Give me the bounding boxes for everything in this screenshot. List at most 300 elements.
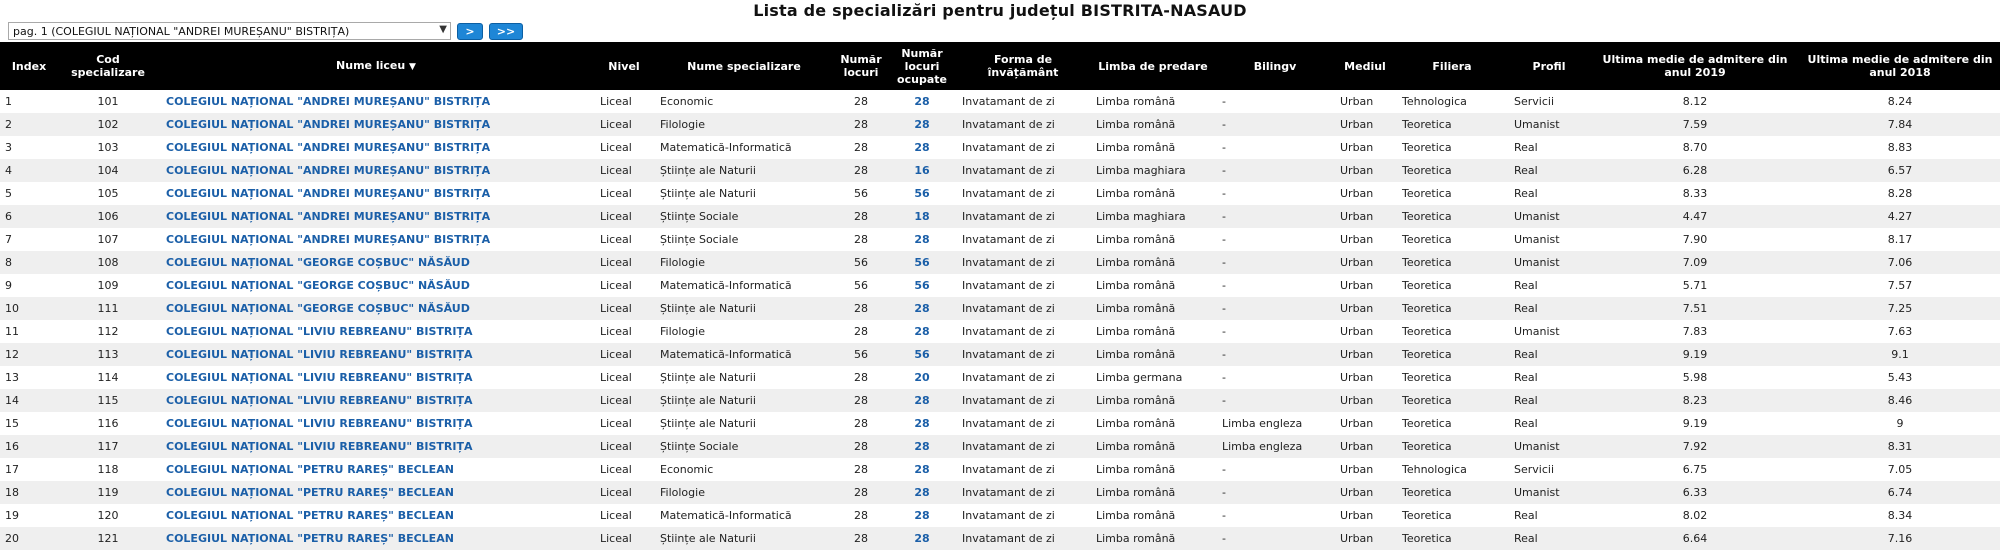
cell-specializare: Filologie xyxy=(660,325,705,338)
cell-medie-2019: 6.28 xyxy=(1682,164,1708,177)
cell-ocupate[interactable]: 28 xyxy=(914,440,930,453)
cell-filiera: Teoretica xyxy=(1402,371,1452,384)
cell-ocupate[interactable]: 28 xyxy=(914,325,930,338)
cell-medie-2018: 9.1 xyxy=(1891,348,1909,361)
cell-filiera: Teoretica xyxy=(1402,187,1452,200)
cell-mediul: Urban xyxy=(1340,509,1374,522)
cell-locuri: 28 xyxy=(854,394,868,407)
cell-index: 19 xyxy=(5,509,19,522)
cell-mediul: Urban xyxy=(1340,164,1374,177)
cell-locuri: 28 xyxy=(854,95,868,108)
cell-medie-2018: 8.46 xyxy=(1887,394,1913,407)
cell-bilingv: - xyxy=(1222,348,1226,361)
cell-index: 10 xyxy=(5,302,19,315)
table-row xyxy=(0,412,2000,435)
cell-index: 13 xyxy=(5,371,19,384)
cell-ocupate[interactable]: 28 xyxy=(914,141,930,154)
cell-cod: 119 xyxy=(97,486,119,499)
cell-index: 12 xyxy=(5,348,19,361)
cell-cod: 107 xyxy=(97,233,119,246)
cell-specializare: Științe ale Naturii xyxy=(660,302,756,315)
cell-index: 17 xyxy=(5,463,19,476)
cell-nume-liceu[interactable]: COLEGIUL NAȚIONAL "PETRU RAREȘ" BECLEAN xyxy=(166,509,454,522)
table-row xyxy=(0,251,2000,274)
cell-limba: Limba română xyxy=(1096,509,1176,522)
cell-mediul: Urban xyxy=(1340,95,1374,108)
page-select-value: pag. 1 (COLEGIUL NAȚIONAL "ANDREI MUREȘANU" BISTRIȚA) xyxy=(13,24,350,38)
cell-filiera: Teoretica xyxy=(1402,279,1452,292)
cell-forma: Invatamant de zi xyxy=(962,302,1055,315)
cell-medie-2018: 8.83 xyxy=(1887,141,1913,154)
cell-cod: 116 xyxy=(97,417,119,430)
sort-desc-icon: ▼ xyxy=(409,61,416,72)
cell-limba: Limba română xyxy=(1096,118,1176,131)
cell-medie-2019: 6.75 xyxy=(1682,463,1708,476)
cell-ocupate[interactable]: 28 xyxy=(914,486,930,499)
cell-profil: Real xyxy=(1514,141,1538,154)
cell-filiera: Teoretica xyxy=(1402,417,1452,430)
cell-medie-2018: 5.43 xyxy=(1887,371,1913,384)
cell-cod: 113 xyxy=(97,348,119,361)
cell-ocupate[interactable]: 20 xyxy=(914,371,930,384)
cell-profil: Servicii xyxy=(1514,95,1554,108)
cell-specializare: Științe ale Naturii xyxy=(660,394,756,407)
cell-cod: 112 xyxy=(97,325,119,338)
cell-index: 9 xyxy=(5,279,12,292)
cell-bilingv: - xyxy=(1222,371,1226,384)
cell-mediul: Urban xyxy=(1340,325,1374,338)
cell-cod: 108 xyxy=(97,256,119,269)
top-bar xyxy=(0,0,2000,42)
cell-filiera: Teoretica xyxy=(1402,440,1452,453)
cell-forma: Invatamant de zi xyxy=(962,532,1055,545)
cell-medie-2019: 7.09 xyxy=(1682,256,1708,269)
cell-medie-2019: 7.83 xyxy=(1682,325,1708,338)
cell-mediul: Urban xyxy=(1340,302,1374,315)
cell-medie-2019: 6.33 xyxy=(1682,486,1708,499)
cell-profil: Real xyxy=(1514,509,1538,522)
cell-nume-liceu[interactable]: COLEGIUL NAȚIONAL "LIVIU REBREANU" BISTRIȚA xyxy=(166,417,473,430)
cell-filiera: Teoretica xyxy=(1402,141,1452,154)
table-row xyxy=(0,343,2000,366)
cell-locuri: 28 xyxy=(854,486,868,499)
cell-medie-2019: 9.19 xyxy=(1682,348,1708,361)
cell-bilingv: - xyxy=(1222,118,1226,131)
cell-nume-liceu[interactable]: COLEGIUL NAȚIONAL "LIVIU REBREANU" BISTRIȚA xyxy=(166,325,473,338)
col-header-nume-liceu-label: Nume liceu xyxy=(336,58,406,72)
cell-cod: 118 xyxy=(97,463,119,476)
cell-nume-liceu[interactable]: COLEGIUL NAȚIONAL "ANDREI MUREȘANU" BISTRIȚA xyxy=(166,187,491,200)
cell-medie-2019: 8.70 xyxy=(1682,141,1708,154)
cell-bilingv: - xyxy=(1222,394,1226,407)
cell-medie-2018: 8.24 xyxy=(1887,95,1913,108)
cell-cod: 121 xyxy=(97,532,119,545)
cell-locuri: 56 xyxy=(854,279,868,292)
col-header-medie-2018[interactable]: Ultima medie de admitere din anul 2018 xyxy=(1807,53,1993,79)
table-row xyxy=(0,159,2000,182)
cell-medie-2018: 7.63 xyxy=(1887,325,1913,338)
cell-bilingv: - xyxy=(1222,187,1226,200)
table-row xyxy=(0,113,2000,136)
cell-specializare: Științe Sociale xyxy=(660,440,739,453)
cell-mediul: Urban xyxy=(1340,394,1374,407)
cell-forma: Invatamant de zi xyxy=(962,279,1055,292)
cell-medie-2018: 7.06 xyxy=(1887,256,1913,269)
cell-profil: Umanist xyxy=(1514,325,1560,338)
cell-nivel: Liceal xyxy=(600,233,632,246)
cell-medie-2018: 7.16 xyxy=(1887,532,1913,545)
cell-medie-2018: 8.31 xyxy=(1887,440,1913,453)
cell-nume-liceu[interactable]: COLEGIUL NAȚIONAL "ANDREI MUREȘANU" BISTRIȚA xyxy=(166,210,491,223)
cell-medie-2018: 7.57 xyxy=(1887,279,1913,292)
cell-index: 1 xyxy=(5,95,12,108)
cell-bilingv: Limba engleza xyxy=(1222,440,1303,453)
cell-mediul: Urban xyxy=(1340,463,1374,476)
cell-nivel: Liceal xyxy=(600,141,632,154)
cell-specializare: Matematică-Informatică xyxy=(660,509,792,522)
cell-nivel: Liceal xyxy=(600,325,632,338)
specializations-table xyxy=(0,42,2000,550)
cell-medie-2019: 5.98 xyxy=(1682,371,1708,384)
cell-locuri: 28 xyxy=(854,302,868,315)
cell-specializare: Științe Sociale xyxy=(660,210,739,223)
cell-bilingv: - xyxy=(1222,164,1226,177)
cell-nume-liceu[interactable]: COLEGIUL NAȚIONAL "LIVIU REBREANU" BISTRIȚA xyxy=(166,394,473,407)
cell-locuri: 28 xyxy=(854,532,868,545)
cell-specializare: Științe Sociale xyxy=(660,233,739,246)
cell-medie-2019: 7.90 xyxy=(1682,233,1708,246)
cell-profil: Real xyxy=(1514,417,1538,430)
cell-nume-liceu[interactable]: COLEGIUL NAȚIONAL "GEORGE COȘBUC" NĂSĂUD xyxy=(166,302,470,315)
cell-profil: Umanist xyxy=(1514,118,1560,131)
cell-profil: Real xyxy=(1514,302,1538,315)
cell-medie-2018: 6.74 xyxy=(1887,486,1913,499)
cell-medie-2018: 4.27 xyxy=(1887,210,1913,223)
cell-medie-2019: 8.12 xyxy=(1682,95,1708,108)
cell-bilingv: - xyxy=(1222,279,1226,292)
col-header-locuri[interactable]: Număr locuri xyxy=(840,53,882,79)
cell-cod: 106 xyxy=(97,210,119,223)
cell-nume-liceu[interactable]: COLEGIUL NAȚIONAL "LIVIU REBREANU" BISTRIȚA xyxy=(166,371,473,384)
cell-filiera: Teoretica xyxy=(1402,118,1452,131)
cell-index: 11 xyxy=(5,325,19,338)
cell-forma: Invatamant de zi xyxy=(962,417,1055,430)
next-page-button[interactable]: > xyxy=(457,23,483,40)
col-header-filiera[interactable]: Filiera xyxy=(1432,59,1472,73)
cell-nume-liceu[interactable]: COLEGIUL NAȚIONAL "ANDREI MUREȘANU" BISTRIȚA xyxy=(166,141,491,154)
cell-nivel: Liceal xyxy=(600,118,632,131)
cell-nume-liceu[interactable]: COLEGIUL NAȚIONAL "GEORGE COȘBUC" NĂSĂUD xyxy=(166,256,470,269)
cell-locuri: 28 xyxy=(854,417,868,430)
cell-limba: Limba română xyxy=(1096,141,1176,154)
cell-filiera: Tehnologica xyxy=(1402,463,1467,476)
col-header-ocupate[interactable]: Număr locuri ocupate xyxy=(897,46,947,86)
table-row xyxy=(0,389,2000,412)
cell-locuri: 28 xyxy=(854,371,868,384)
col-header-bilingv[interactable]: Bilingv xyxy=(1253,59,1297,73)
cell-nivel: Liceal xyxy=(600,371,632,384)
cell-medie-2018: 7.05 xyxy=(1887,463,1913,476)
cell-forma: Invatamant de zi xyxy=(962,348,1055,361)
cell-nume-liceu[interactable]: COLEGIUL NAȚIONAL "PETRU RAREȘ" BECLEAN xyxy=(166,532,454,545)
cell-index: 14 xyxy=(5,394,19,407)
cell-limba: Limba maghiara xyxy=(1096,210,1186,223)
cell-specializare: Matematică-Informatică xyxy=(660,279,792,292)
cell-forma: Invatamant de zi xyxy=(962,118,1055,131)
cell-limba: Limba română xyxy=(1096,486,1176,499)
cell-bilingv: - xyxy=(1222,233,1226,246)
col-header-index[interactable]: Index xyxy=(11,59,47,73)
cell-limba: Limba română xyxy=(1096,532,1176,545)
cell-mediul: Urban xyxy=(1340,279,1374,292)
cell-locuri: 28 xyxy=(854,118,868,131)
cell-filiera: Teoretica xyxy=(1402,532,1452,545)
col-header-nume-liceu[interactable] xyxy=(158,42,594,90)
cell-medie-2018: 8.28 xyxy=(1887,187,1913,200)
cell-mediul: Urban xyxy=(1340,417,1374,430)
pager xyxy=(8,22,523,40)
cell-specializare: Științe ale Naturii xyxy=(660,532,756,545)
cell-nivel: Liceal xyxy=(600,440,632,453)
cell-index: 18 xyxy=(5,486,19,499)
col-header-mediul[interactable]: Mediul xyxy=(1344,59,1386,73)
cell-profil: Umanist xyxy=(1514,486,1560,499)
page-select[interactable] xyxy=(8,22,451,40)
cell-forma: Invatamant de zi xyxy=(962,187,1055,200)
table-row xyxy=(0,481,2000,504)
cell-forma: Invatamant de zi xyxy=(962,486,1055,499)
cell-limba: Limba română xyxy=(1096,95,1176,108)
table-row xyxy=(0,228,2000,251)
cell-profil: Servicii xyxy=(1514,463,1554,476)
cell-nume-liceu[interactable]: COLEGIUL NAȚIONAL "ANDREI MUREȘANU" BISTRIȚA xyxy=(166,95,491,108)
cell-cod: 120 xyxy=(97,509,119,522)
col-header-medie-2019[interactable]: Ultima medie de admitere din anul 2019 xyxy=(1602,53,1788,79)
cell-specializare: Filologie xyxy=(660,118,705,131)
cell-medie-2019: 7.51 xyxy=(1682,302,1708,315)
cell-filiera: Teoretica xyxy=(1402,394,1452,407)
cell-mediul: Urban xyxy=(1340,348,1374,361)
cell-medie-2019: 8.33 xyxy=(1682,187,1708,200)
cell-medie-2018: 8.34 xyxy=(1887,509,1913,522)
cell-index: 4 xyxy=(5,164,12,177)
col-header-cod[interactable]: Cod specializare xyxy=(71,53,145,79)
cell-mediul: Urban xyxy=(1340,141,1374,154)
cell-profil: Umanist xyxy=(1514,233,1560,246)
cell-medie-2019: 4.47 xyxy=(1682,210,1708,223)
cell-nivel: Liceal xyxy=(600,394,632,407)
col-header-forma[interactable]: Forma de învățământ xyxy=(987,53,1059,79)
cell-nume-liceu[interactable]: COLEGIUL NAȚIONAL "PETRU RAREȘ" BECLEAN xyxy=(166,463,454,476)
cell-specializare: Științe ale Naturii xyxy=(660,417,756,430)
col-header-nivel[interactable]: Nivel xyxy=(608,59,640,73)
table-row xyxy=(0,205,2000,228)
cell-specializare: Științe ale Naturii xyxy=(660,164,756,177)
cell-nivel: Liceal xyxy=(600,95,632,108)
cell-nivel: Liceal xyxy=(600,164,632,177)
cell-medie-2018: 8.17 xyxy=(1887,233,1913,246)
cell-bilingv: - xyxy=(1222,509,1226,522)
cell-profil: Real xyxy=(1514,164,1538,177)
cell-limba: Limba germana xyxy=(1096,371,1183,384)
table-row xyxy=(0,274,2000,297)
cell-profil: Umanist xyxy=(1514,210,1560,223)
cell-specializare: Științe ale Naturii xyxy=(660,371,756,384)
cell-medie-2019: 8.23 xyxy=(1682,394,1708,407)
cell-bilingv: - xyxy=(1222,325,1226,338)
table-row xyxy=(0,458,2000,481)
cell-cod: 104 xyxy=(97,164,119,177)
cell-medie-2019: 8.02 xyxy=(1682,509,1708,522)
cell-index: 3 xyxy=(5,141,12,154)
cell-cod: 117 xyxy=(97,440,119,453)
cell-ocupate[interactable]: 28 xyxy=(914,417,930,430)
col-header-limba[interactable]: Limba de predare xyxy=(1098,59,1208,73)
cell-cod: 105 xyxy=(97,187,119,200)
cell-bilingv: Limba engleza xyxy=(1222,417,1303,430)
cell-limba: Limba română xyxy=(1096,187,1176,200)
cell-index: 5 xyxy=(5,187,12,200)
cell-index: 20 xyxy=(5,532,19,545)
cell-filiera: Teoretica xyxy=(1402,348,1452,361)
cell-bilingv: - xyxy=(1222,141,1226,154)
cell-forma: Invatamant de zi xyxy=(962,394,1055,407)
cell-ocupate[interactable]: 56 xyxy=(914,187,930,200)
cell-forma: Invatamant de zi xyxy=(962,141,1055,154)
table-row xyxy=(0,90,2000,113)
cell-nivel: Liceal xyxy=(600,348,632,361)
col-header-profil[interactable]: Profil xyxy=(1532,59,1566,73)
cell-index: 2 xyxy=(5,118,12,131)
cell-bilingv: - xyxy=(1222,210,1226,223)
table-row xyxy=(0,366,2000,389)
cell-mediul: Urban xyxy=(1340,210,1374,223)
cell-locuri: 56 xyxy=(854,256,868,269)
cell-nivel: Liceal xyxy=(600,279,632,292)
cell-medie-2019: 9.19 xyxy=(1682,417,1708,430)
cell-profil: Real xyxy=(1514,371,1538,384)
cell-profil: Real xyxy=(1514,279,1538,292)
cell-ocupate[interactable]: 28 xyxy=(914,302,930,315)
cell-profil: Real xyxy=(1514,394,1538,407)
last-page-button[interactable]: >> xyxy=(489,23,523,40)
cell-medie-2019: 7.59 xyxy=(1682,118,1708,131)
cell-nivel: Liceal xyxy=(600,509,632,522)
cell-nume-liceu[interactable]: COLEGIUL NAȚIONAL "ANDREI MUREȘANU" BISTRIȚA xyxy=(166,164,491,177)
table-row xyxy=(0,136,2000,159)
cell-ocupate[interactable]: 16 xyxy=(914,164,930,177)
cell-forma: Invatamant de zi xyxy=(962,509,1055,522)
page-title: Lista de specializări pentru județul BISTRITA-NASAUD xyxy=(753,1,1247,20)
table-row xyxy=(0,435,2000,458)
cell-nivel: Liceal xyxy=(600,417,632,430)
cell-ocupate[interactable]: 28 xyxy=(914,532,930,545)
cell-filiera: Teoretica xyxy=(1402,509,1452,522)
cell-specializare: Filologie xyxy=(660,256,705,269)
cell-forma: Invatamant de zi xyxy=(962,440,1055,453)
cell-nume-liceu[interactable]: COLEGIUL NAȚIONAL "LIVIU REBREANU" BISTRIȚA xyxy=(166,348,473,361)
cell-nivel: Liceal xyxy=(600,532,632,545)
cell-locuri: 28 xyxy=(854,141,868,154)
cell-profil: Umanist xyxy=(1514,440,1560,453)
cell-bilingv: - xyxy=(1222,95,1226,108)
cell-cod: 103 xyxy=(97,141,119,154)
cell-ocupate[interactable]: 18 xyxy=(914,210,930,223)
cell-nume-liceu[interactable]: COLEGIUL NAȚIONAL "PETRU RAREȘ" BECLEAN xyxy=(166,486,454,499)
col-header-specializare[interactable]: Nume specializare xyxy=(687,59,801,73)
cell-limba: Limba română xyxy=(1096,417,1176,430)
cell-ocupate[interactable]: 56 xyxy=(914,279,930,292)
cell-mediul: Urban xyxy=(1340,118,1374,131)
cell-medie-2018: 7.84 xyxy=(1887,118,1913,131)
cell-bilingv: - xyxy=(1222,302,1226,315)
table-row xyxy=(0,504,2000,527)
cell-locuri: 56 xyxy=(854,348,868,361)
cell-nivel: Liceal xyxy=(600,256,632,269)
cell-cod: 111 xyxy=(97,302,119,315)
cell-nume-liceu[interactable]: COLEGIUL NAȚIONAL "ANDREI MUREȘANU" BISTRIȚA xyxy=(166,118,491,131)
cell-limba: Limba română xyxy=(1096,302,1176,315)
cell-ocupate[interactable]: 28 xyxy=(914,463,930,476)
cell-profil: Real xyxy=(1514,187,1538,200)
cell-forma: Invatamant de zi xyxy=(962,463,1055,476)
cell-ocupate[interactable]: 56 xyxy=(914,348,930,361)
table-row xyxy=(0,297,2000,320)
cell-locuri: 28 xyxy=(854,509,868,522)
cell-ocupate[interactable]: 56 xyxy=(914,256,930,269)
cell-medie-2019: 6.64 xyxy=(1682,532,1708,545)
cell-medie-2019: 7.92 xyxy=(1682,440,1708,453)
cell-specializare: Matematică-Informatică xyxy=(660,141,792,154)
cell-nume-liceu[interactable]: COLEGIUL NAȚIONAL "ANDREI MUREȘANU" BISTRIȚA xyxy=(166,233,491,246)
cell-nume-liceu[interactable]: COLEGIUL NAȚIONAL "GEORGE COȘBUC" NĂSĂUD xyxy=(166,279,470,292)
cell-forma: Invatamant de zi xyxy=(962,95,1055,108)
cell-limba: Limba română xyxy=(1096,233,1176,246)
cell-ocupate[interactable]: 28 xyxy=(914,233,930,246)
cell-filiera: Teoretica xyxy=(1402,164,1452,177)
cell-nume-liceu[interactable]: COLEGIUL NAȚIONAL "LIVIU REBREANU" BISTRIȚA xyxy=(166,440,473,453)
cell-cod: 101 xyxy=(97,95,119,108)
cell-locuri: 28 xyxy=(854,440,868,453)
cell-limba: Limba română xyxy=(1096,394,1176,407)
cell-locuri: 28 xyxy=(854,164,868,177)
cell-index: 6 xyxy=(5,210,12,223)
cell-medie-2019: 5.71 xyxy=(1682,279,1708,292)
cell-limba: Limba maghiara xyxy=(1096,164,1186,177)
cell-bilingv: - xyxy=(1222,532,1226,545)
cell-filiera: Teoretica xyxy=(1402,233,1452,246)
cell-nivel: Liceal xyxy=(600,187,632,200)
cell-specializare: Matematică-Informatică xyxy=(660,348,792,361)
cell-profil: Real xyxy=(1514,532,1538,545)
cell-limba: Limba română xyxy=(1096,256,1176,269)
cell-medie-2018: 7.25 xyxy=(1887,302,1913,315)
cell-nivel: Liceal xyxy=(600,463,632,476)
cell-limba: Limba română xyxy=(1096,463,1176,476)
cell-filiera: Teoretica xyxy=(1402,256,1452,269)
cell-ocupate[interactable]: 28 xyxy=(914,509,930,522)
cell-forma: Invatamant de zi xyxy=(962,256,1055,269)
cell-ocupate[interactable]: 28 xyxy=(914,118,930,131)
cell-ocupate[interactable]: 28 xyxy=(914,394,930,407)
table-row xyxy=(0,182,2000,205)
cell-forma: Invatamant de zi xyxy=(962,233,1055,246)
cell-mediul: Urban xyxy=(1340,532,1374,545)
cell-limba: Limba română xyxy=(1096,279,1176,292)
cell-medie-2018: 9 xyxy=(1896,417,1904,430)
cell-ocupate[interactable]: 28 xyxy=(914,95,930,108)
cell-profil: Umanist xyxy=(1514,256,1560,269)
